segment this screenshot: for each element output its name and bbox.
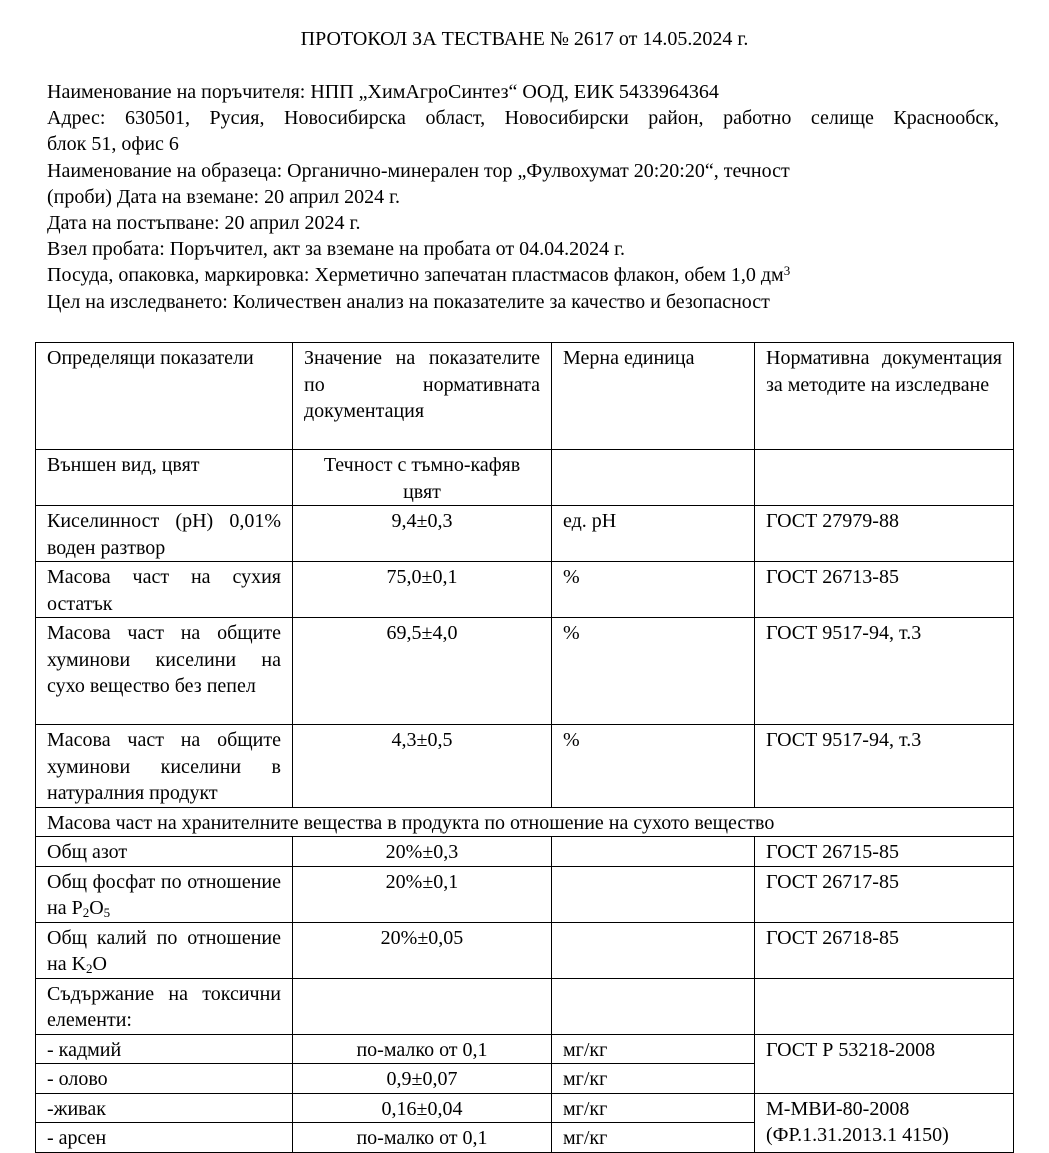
cell-value: 20%±0,05 bbox=[293, 922, 552, 978]
toxic-heading: Съдържание на токсични елементи: bbox=[36, 978, 293, 1034]
cell-indicator: Общ фосфат по отношение на $P_2O_5$ bbox=[36, 866, 293, 922]
cell-value: по-малко от 0,1 bbox=[293, 1123, 552, 1153]
cell-unit: мг/кг bbox=[552, 1034, 755, 1064]
cell-value: 4,3±0,5 bbox=[293, 725, 552, 808]
cell-unit bbox=[552, 978, 755, 1034]
cell-value bbox=[293, 978, 552, 1034]
cell-value: 69,5±4,0 bbox=[293, 618, 552, 725]
container-line bbox=[47, 262, 999, 288]
received-line: Дата на постъпване: 20 април 2024 г. bbox=[47, 212, 361, 235]
container-text: Посуда, опаковка, маркировка: Херметично запечатан пластмасов флакон, обем 1,0 дм bbox=[47, 264, 784, 287]
address-line-2: блок 51, офис 6 bbox=[47, 133, 179, 156]
cell-indicator: - арсен bbox=[36, 1123, 293, 1153]
cell-value: 20%±0,3 bbox=[293, 837, 552, 867]
cell-indicator: Масова част на общите хуминови киселини на сухо вещество без пепел bbox=[36, 618, 293, 725]
header-indicators: Определящи показатели bbox=[36, 343, 293, 450]
sample-date-line: (проби) Дата на вземане: 20 април 2024 г. bbox=[47, 185, 401, 208]
page-title: ПРОТОКОЛ ЗА ТЕСТВАНЕ № 2617 от 14.05.2024 г. bbox=[300, 28, 749, 50]
cell-value: 20%±0,1 bbox=[293, 866, 552, 922]
cell-unit: ед. pH bbox=[552, 506, 755, 562]
table-row bbox=[36, 725, 1014, 808]
table-header-row bbox=[36, 343, 1014, 450]
container-sup: 3 bbox=[783, 263, 791, 279]
potassium-label: Общ калий по отношение на K bbox=[47, 926, 281, 975]
cell-unit: % bbox=[552, 725, 755, 808]
cell-value: Течност с тъмно-кафяв цвят bbox=[293, 450, 552, 506]
cell-unit bbox=[552, 922, 755, 978]
cell-method: ГОСТ 27979-88 bbox=[755, 506, 1014, 562]
cell-method bbox=[755, 978, 1014, 1034]
cell-method bbox=[755, 450, 1014, 506]
table-row bbox=[36, 866, 1014, 922]
cell-value: 0,16±0,04 bbox=[293, 1093, 552, 1123]
address-line: Адрес: 630501, Русия, Новосибирска област, Новосибирски район, работно селище Краснообск, bbox=[47, 107, 999, 130]
header-values: Значение на показателите по нормативната документация bbox=[293, 343, 552, 450]
table-row bbox=[36, 618, 1014, 725]
phosphate-label: Общ фосфат по отношение на P bbox=[47, 870, 281, 919]
table-row bbox=[36, 506, 1014, 562]
cell-unit bbox=[552, 866, 755, 922]
cell-value: 9,4±0,3 bbox=[293, 506, 552, 562]
cell-method: ГОСТ 26717-85 bbox=[755, 866, 1014, 922]
cell-indicator: Масова част на сухия остатък bbox=[36, 562, 293, 618]
header-unit: Мерна единица bbox=[552, 343, 755, 450]
protocol-header bbox=[47, 79, 999, 315]
cell-indicator: Киселинност (pH) 0,01% воден разтвор bbox=[36, 506, 293, 562]
table-row bbox=[36, 562, 1014, 618]
cell-indicator: - кадмий bbox=[36, 1034, 293, 1064]
sample-line: Наименование на образеца: Органично-минерален тор „Фулвохумат 20:20:20“, течност bbox=[47, 159, 790, 182]
taken-by-line: Взел пробата: Поръчител, акт за вземане на пробата от 04.04.2024 г. bbox=[47, 238, 626, 261]
cell-indicator: Външен вид, цвят bbox=[36, 450, 293, 506]
cell-method: ГОСТ 26715-85 bbox=[755, 837, 1014, 867]
cell-method: ГОСТ Р 53218-2008 bbox=[755, 1034, 1014, 1093]
cell-method: ГОСТ 9517-94, т.3 bbox=[755, 725, 1014, 808]
cell-indicator: Масова част на общите хуминови киселини в натуралния продукт bbox=[36, 725, 293, 808]
table-row bbox=[36, 1034, 1014, 1064]
table-row bbox=[36, 922, 1014, 978]
cell-method: ГОСТ 26713-85 bbox=[755, 562, 1014, 618]
cell-indicator: Общ калий по отношение на $K_2O$ bbox=[36, 922, 293, 978]
cell-indicator: Общ азот bbox=[36, 837, 293, 867]
cell-method: ГОСТ 26718-85 bbox=[755, 922, 1014, 978]
nutrients-section-title: Масова част на хранителните вещества в продукта по отношение на сухото вещество bbox=[36, 807, 1014, 837]
table-row bbox=[36, 978, 1014, 1034]
cell-unit: % bbox=[552, 562, 755, 618]
cell-unit: мг/кг bbox=[552, 1064, 755, 1094]
cell-unit bbox=[552, 450, 755, 506]
cell-value: 75,0±0,1 bbox=[293, 562, 552, 618]
cell-indicator: - олово bbox=[36, 1064, 293, 1094]
header-method: Нормативна документация за методите на изследване bbox=[755, 343, 1014, 450]
purpose-line: Цел на изследването: Количествен анализ на показателите за качество и безопасност bbox=[47, 290, 770, 313]
table-row bbox=[36, 837, 1014, 867]
table-row bbox=[36, 450, 1014, 506]
cell-value: по-малко от 0,1 bbox=[293, 1034, 552, 1064]
cell-unit: мг/кг bbox=[552, 1093, 755, 1123]
cell-unit bbox=[552, 837, 755, 867]
results-table bbox=[35, 342, 1014, 1153]
table-row bbox=[36, 1093, 1014, 1123]
client-line: Наименование на поръчителя: НПП „ХимАгроСинтез“ ООД, ЕИК 5433964364 bbox=[47, 81, 719, 103]
cell-unit: мг/кг bbox=[552, 1123, 755, 1153]
cell-unit: % bbox=[552, 618, 755, 725]
cell-indicator: -живак bbox=[36, 1093, 293, 1123]
cell-method: ГОСТ 9517-94, т.3 bbox=[755, 618, 1014, 725]
section-row bbox=[36, 807, 1014, 837]
cell-method: М-МВИ-80-2008 (ФР.1.31.2013.1 4150) bbox=[755, 1093, 1014, 1152]
cell-value: 0,9±0,07 bbox=[293, 1064, 552, 1094]
